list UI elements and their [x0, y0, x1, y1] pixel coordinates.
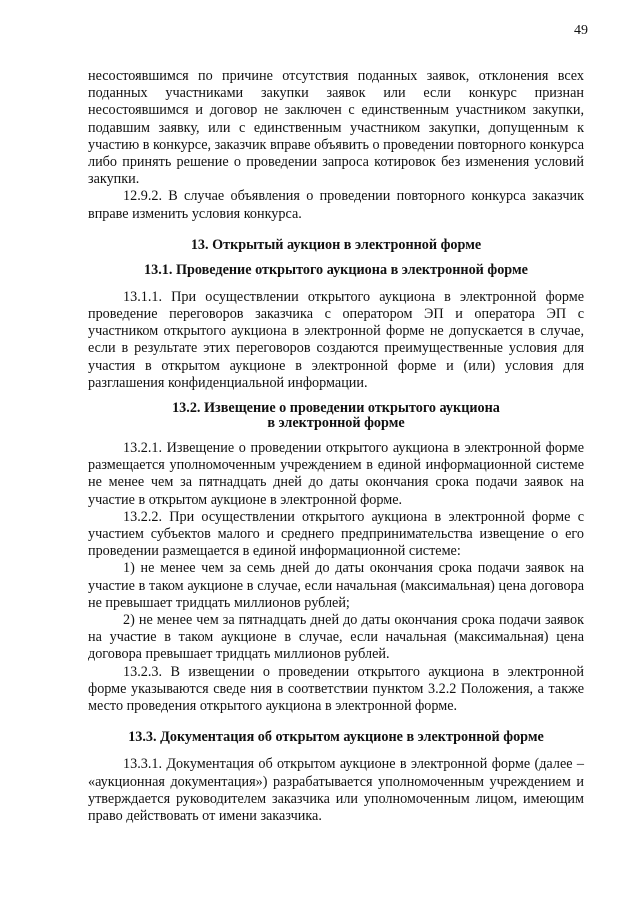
- section-13-2-heading-line1: 13.2. Извещение о проведении открытого аукциона: [172, 400, 500, 417]
- paragraph-13-2-3: 13.2.3. В извещении о проведении открытого аукциона в электронной форме указываются сведе ния в соответствии пунктом 3.2.2 Положения, а также место проведения открытого аукциона в электронной форме.: [88, 663, 584, 715]
- document-body: [88, 68, 584, 825]
- continuation-paragraph: несостоявшимся по причине отсутствия поданных заявок, отклонения всех поданных участниками закупки заявок или если конкурс признан несостоявшимся и договор не заключен с единственным участником закупки, подавшим заявку, или с единственным участником закупки, допущенным к участию в конкурсе, заказчик вправе объявить о проведении повторного конкурса либо принять решение о проведении запроса котировок без изменения условий закупки.: [88, 68, 584, 188]
- section-13-2-heading: [88, 401, 584, 431]
- section-13-3-heading: 13.3. Документация об открытом аукционе в электронной форме: [128, 729, 544, 746]
- paragraph-13-3-1: 13.3.1. Документация об открытом аукционе в электронной форме (далее – «аукционная документация») разрабатывается уполномоченным учреждением и утверждается руководителем заказчика или уполномоченным лицом, имеющим право действовать от имени заказчика.: [88, 756, 584, 824]
- paragraph-12-9-2: 12.9.2. В случае объявления о проведении повторного конкурса заказчик вправе изменить условия конкурса.: [88, 188, 584, 222]
- paragraph-13-2-2: 13.2.2. При осуществлении открытого аукциона в электронной форме с участием субъектов малого и среднего предпринимательства извещение о его проведении размещается в единой информационной системе:: [88, 508, 584, 560]
- paragraph-13-2-2-item-1: 1) не менее чем за семь дней до даты окончания срока подачи заявок на участие в таком аукционе в случае, если начальная (максимальная) цена договора не превышает тридцать миллионов рублей;: [88, 560, 584, 611]
- section-13-1-heading: 13.1. Проведение открытого аукциона в электронной форме: [144, 261, 528, 278]
- page-number: 49: [574, 23, 588, 38]
- paragraph-13-2-1: 13.2.1. Извещение о проведении открытого аукциона в электронной форме размещается уполномоченным учреждением в единой информационной системе не менее чем за пятнадцать дней до даты окончания срока подачи заявок на участие в открытом аукционе в электронной форме.: [88, 440, 584, 508]
- paragraph-13-1-1: 13.1.1. При осуществлении открытого аукциона в электронной форме проведение переговоров заказчика с оператором ЭП и оператора ЭП с участником открытого аукциона в электронной форме не допускается в случае, если в результате этих переговоров создаются преимущественные условия для участия в открытом аукционе в электронной форме и (или) условия для разглашения конфиденциальной информации.: [88, 288, 584, 391]
- paragraph-13-2-2-item-2: 2) не менее чем за пятнадцать дней до даты окончания срока подачи заявок на участие в таком аукционе в случае, если начальная (максимальная) цена договора превышает тридцать миллионов рублей.: [88, 612, 584, 663]
- section-13-2-heading-line2: в электронной форме: [267, 415, 405, 432]
- section-13-heading: 13. Открытый аукцион в электронной форме: [190, 236, 482, 253]
